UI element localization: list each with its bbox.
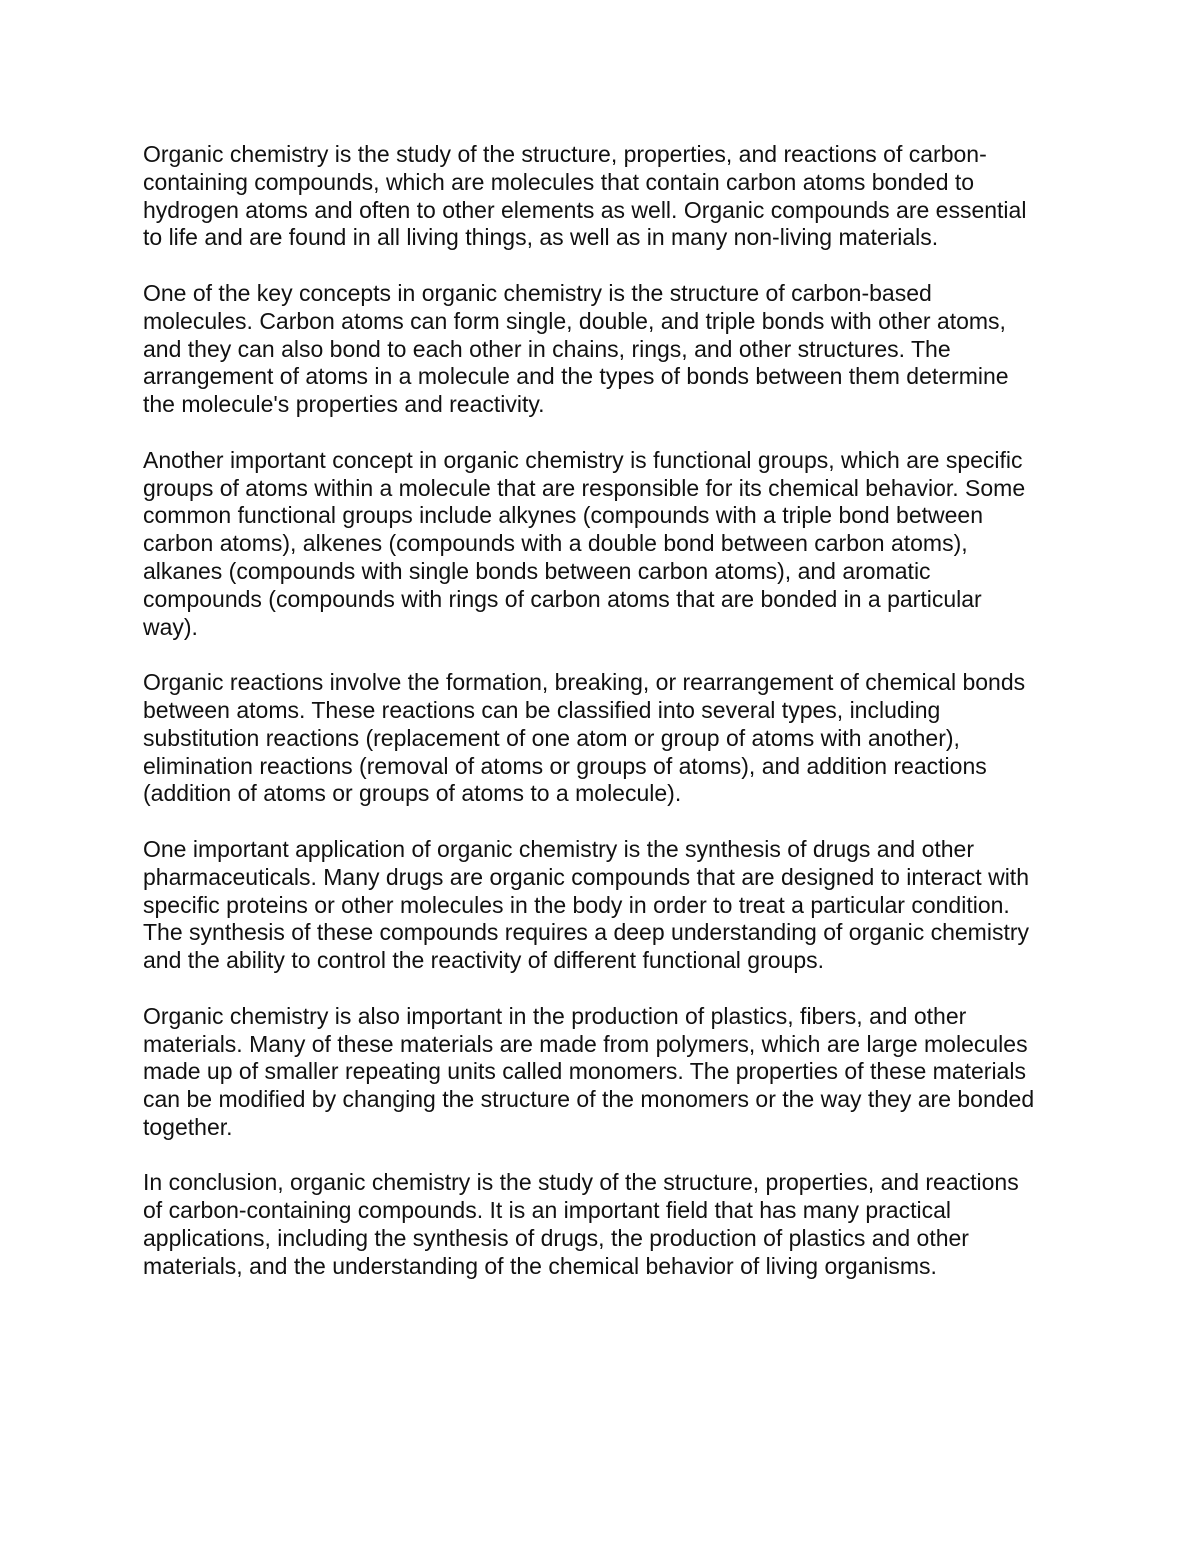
text-line: specific proteins or other molecules in the body in order to treat a particular condition. bbox=[143, 891, 1010, 918]
text-line: the molecule's properties and reactivity. bbox=[143, 391, 545, 418]
text-line: arrangement of atoms in a molecule and the types of bonds between them determine bbox=[143, 363, 1009, 390]
text-line: to life and are found in all living things, as well as in many non-living materials. bbox=[143, 224, 939, 251]
text-line: Another important concept in organic chemistry is functional groups, which are specific bbox=[143, 446, 1023, 473]
paragraph-conclusion bbox=[143, 1169, 1058, 1280]
paragraph-functional-groups bbox=[143, 447, 1058, 642]
text-line: One important application of organic chemistry is the synthesis of drugs and other bbox=[143, 835, 974, 862]
paragraph-materials bbox=[143, 1003, 1058, 1142]
text-line: In conclusion, organic chemistry is the study of the structure, properties, and reactions bbox=[143, 1169, 1019, 1196]
text-line: One of the key concepts in organic chemistry is the structure of carbon-based bbox=[143, 279, 932, 306]
text-line: of carbon-containing compounds. It is an important field that has many practical bbox=[143, 1197, 951, 1224]
text-line: carbon atoms), alkenes (compounds with a double bond between carbon atoms), bbox=[143, 530, 968, 557]
text-line: applications, including the synthesis of drugs, the production of plastics and other bbox=[143, 1225, 969, 1252]
text-line: pharmaceuticals. Many drugs are organic compounds that are designed to interact with bbox=[143, 863, 1029, 890]
paragraph-intro bbox=[143, 141, 1058, 252]
text-line: Organic reactions involve the formation, breaking, or rearrangement of chemical bonds bbox=[143, 669, 1026, 696]
text-line: can be modified by changing the structure of the monomers or the way they are bonded bbox=[143, 1086, 1035, 1113]
paragraph-reactions bbox=[143, 669, 1058, 808]
text-line: containing compounds, which are molecules that contain carbon atoms bonded to bbox=[143, 168, 975, 195]
text-line: materials, and the understanding of the chemical behavior of living organisms. bbox=[143, 1252, 937, 1279]
text-line: substitution reactions (replacement of one atom or group of atoms with another), bbox=[143, 724, 960, 751]
text-line: elimination reactions (removal of atoms or groups of atoms), and addition reactions bbox=[143, 752, 987, 779]
text-line: The synthesis of these compounds requires a deep understanding of organic chemistry bbox=[143, 919, 1030, 946]
text-line: and the ability to control the reactivity of different functional groups. bbox=[143, 947, 825, 974]
text-line: between atoms. These reactions can be classified into several types, including bbox=[143, 696, 941, 723]
document-body bbox=[143, 141, 1058, 1308]
paragraph-structure bbox=[143, 280, 1058, 419]
text-line: Organic chemistry is also important in the production of plastics, fibers, and other bbox=[143, 1002, 967, 1029]
text-line: Organic chemistry is the study of the structure, properties, and reactions of carbon- bbox=[143, 141, 987, 167]
text-line: hydrogen atoms and often to other elements as well. Organic compounds are essential bbox=[143, 196, 1027, 223]
text-line: (addition of atoms or groups of atoms to a molecule). bbox=[143, 780, 682, 807]
text-line: made up of smaller repeating units called monomers. The properties of these materials bbox=[143, 1058, 1026, 1085]
paragraph-drugs bbox=[143, 836, 1058, 975]
text-line: and they can also bond to each other in chains, rings, and other structures. The bbox=[143, 335, 951, 362]
text-line: alkanes (compounds with single bonds between carbon atoms), and aromatic bbox=[143, 557, 931, 584]
text-line: compounds (compounds with rings of carbon atoms that are bonded in a particular bbox=[143, 585, 982, 612]
text-line: way). bbox=[143, 613, 198, 640]
text-line: materials. Many of these materials are made from polymers, which are large molecules bbox=[143, 1030, 1028, 1057]
text-line: common functional groups include alkynes (compounds with a triple bond between bbox=[143, 502, 983, 529]
text-line: molecules. Carbon atoms can form single, double, and triple bonds with other atoms, bbox=[143, 307, 1006, 334]
text-line: together. bbox=[143, 1113, 233, 1140]
text-line: groups of atoms within a molecule that are responsible for its chemical behavior. Some bbox=[143, 474, 1026, 501]
